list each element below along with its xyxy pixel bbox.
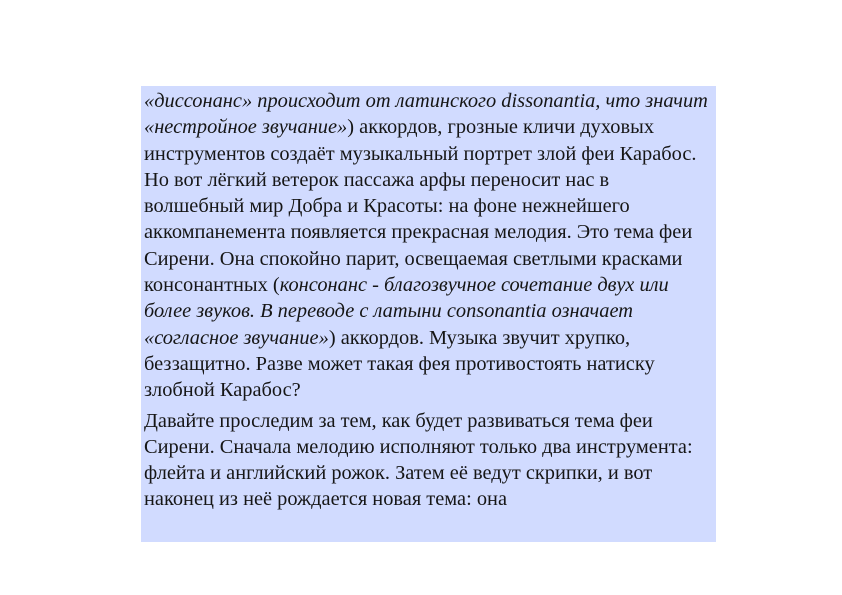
- text-run: «диссонанс» происходит от латинского dissonantia, что значит «нестройное звучание»: [144, 90, 708, 139]
- highlighted-text-box: [141, 86, 716, 542]
- text-run: Давайте проследим за тем, как будет развиваться тема феи Сирени. Сначала мелодию исполняют только два инструмента: флейта и английский рожок. Затем её ведут скрипки, и вот наконец из неё рождается новая тема: она: [144, 409, 693, 511]
- paragraph-dissonance: [144, 88, 712, 167]
- paragraph-theme-development: [144, 408, 712, 513]
- text-run: консонанс - благозвучное сочетание двух или более звуков. В переводе с латыни consonantia означает «согласное звучание»: [144, 274, 669, 349]
- text-run: ) аккордов, грозные кличи духовых инструментов создаёт музыкальный портрет злой феи Карабос.: [144, 116, 697, 165]
- text-run: Но вот лёгкий ветерок пассажа арфы переносит нас в волшебный мир Добра и Красоты: на фоне нежнейшего аккомпанемента появляется прекрасная мелодия. Это тема феи Сирени. Она спокойно парит, освещаемая светлыми красками консонантных (: [144, 168, 693, 297]
- paragraph-lilac-fairy: [144, 167, 712, 404]
- text-run: ) аккордов. Музыка звучит хрупко, беззащитно. Разве может такая фея противостоять натиску злобной Карабос?: [144, 326, 655, 402]
